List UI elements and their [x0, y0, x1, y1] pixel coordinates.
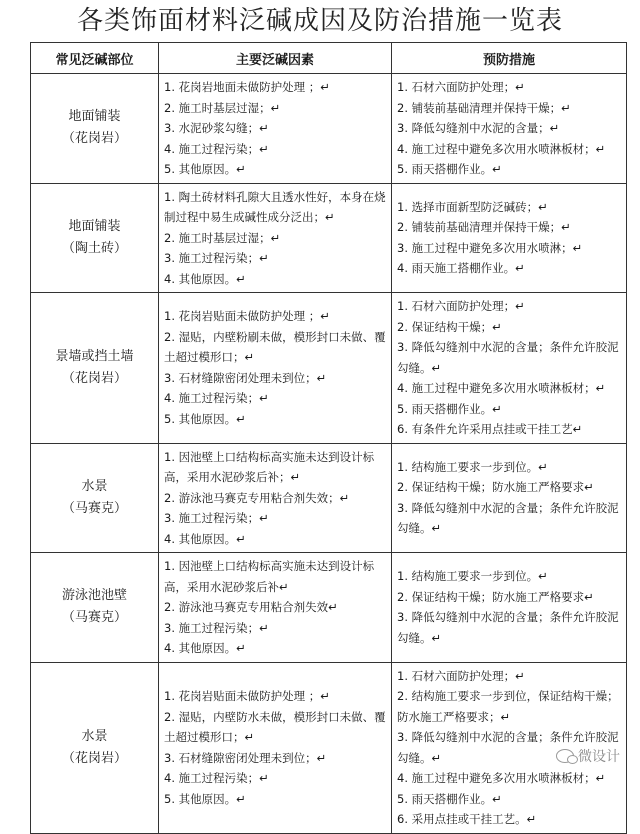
header-measure: 预防措施: [392, 43, 627, 74]
cause-item: 5. 其他原因。↵: [164, 411, 246, 426]
cause-item: 1. 花岗岩地面未做防护处理 ；↵: [164, 80, 330, 94]
location-line: （花岗岩）: [61, 370, 127, 386]
cause-item: 4. 其他原因。↵: [164, 531, 246, 546]
measure-item: 5. 雨天搭棚作业。↵: [397, 162, 502, 176]
table-row: [31, 553, 627, 663]
location-line: 景墙或挡土墙: [55, 348, 134, 364]
measure-item: 4. 雨天施工搭棚作业。↵: [397, 261, 525, 276]
measure-item: 6. 有条件允许采用点挂或干挂工艺↵: [397, 422, 583, 436]
cause-item: 2. 施工时基层过湿；↵: [164, 100, 281, 115]
cause-cell: [159, 293, 392, 444]
location-line: 水景: [81, 728, 108, 744]
table-row: [31, 293, 627, 444]
location-line: 地面铺装: [68, 218, 121, 234]
cause-item: 4. 其他原因。↵: [164, 641, 246, 655]
cause-item: 4. 其他原因。↵: [164, 271, 246, 286]
location-cell: [31, 183, 159, 293]
location-line: （花岗岩）: [61, 131, 127, 147]
cause-item: 3. 施工过程污染；↵: [164, 620, 269, 635]
measure-item: 1. 石材六面防护处理；↵: [397, 299, 525, 313]
cause-item: 1. 因池壁上口结构标高实施未达到设计标高，采用水泥砂浆后补；↵: [164, 449, 375, 484]
measure-item: 3. 施工过程中避免多次用水喷淋；↵: [397, 240, 583, 255]
header-cause: 主要泛碱因素: [159, 43, 392, 74]
cause-item: 4. 施工过程污染；↵: [164, 391, 269, 406]
cause-item: 1. 陶土砖材料孔隙大且透水性好，本身在烧制过程中易生成碱性成分泛出；↵: [164, 189, 386, 224]
cause-item: 4. 施工过程污染；↵: [164, 141, 269, 156]
table-row: [31, 443, 627, 553]
cause-item: 3. 水泥砂浆勾缝；↵: [164, 121, 269, 135]
measure-item: 1. 选择市面新型防泛碱砖；↵: [397, 199, 548, 214]
cause-item: 3. 石材缝隙密闭处理未到位；↵: [164, 750, 327, 765]
cause-item: 4. 施工过程污染；↵: [164, 771, 269, 785]
location-line: 游泳池池壁: [61, 588, 127, 604]
location-cell: [31, 553, 159, 663]
measure-item: 3. 降低勾缝剂中水泥的含量；条件允许胶泥勾缝。↵: [397, 340, 619, 375]
cause-cell: [159, 183, 392, 293]
measure-item: 1. 结构施工要求一步到位。↵: [397, 459, 548, 474]
location-line: （陶土砖）: [61, 240, 127, 256]
cause-cell: [159, 662, 392, 833]
measure-cell: [392, 293, 627, 444]
cause-item: 5. 其他原因。↵: [164, 791, 246, 806]
cause-item: 3. 施工过程污染；↵: [164, 511, 269, 525]
table-row: [31, 74, 627, 184]
cause-item: 2. 湿贴，内壁粉刷未做，模形封口未做、覆土超过模形口；↵: [164, 329, 386, 365]
cause-item: 2. 施工时基层过湿；↵: [164, 230, 281, 245]
location-line: （马赛克）: [61, 500, 127, 516]
measure-item: 2. 铺装前基础清理并保持干燥；↵: [397, 220, 571, 235]
measure-item: 3. 降低勾缝剂中水泥的含量；↵: [397, 121, 560, 135]
cause-item: 1. 花岗岩贴面未做防护处理 ；↵: [164, 309, 330, 324]
location-line: 地面铺装: [68, 109, 121, 125]
header-location: 常见泛碱部位: [31, 43, 159, 74]
location-cell: [31, 662, 159, 833]
location-line: （花岗岩）: [61, 750, 127, 766]
table-header-row: [31, 43, 627, 74]
watermark: [556, 746, 620, 766]
location-cell: [31, 443, 159, 553]
measure-item: 3. 降低勾缝剂中水泥的含量；条件允许胶泥勾缝。↵: [397, 730, 619, 765]
cause-item: 1. 花岗岩贴面未做防护处理 ；↵: [164, 689, 330, 703]
measure-item: 2. 保证结构干燥；防水施工严格要求↵: [397, 589, 594, 604]
location-cell: [31, 74, 159, 184]
location-cell: [31, 293, 159, 444]
location-line: （马赛克）: [61, 610, 127, 626]
measure-cell: [392, 74, 627, 184]
measure-item: 2. 保证结构干燥；防水施工严格要求↵: [397, 480, 594, 495]
measure-cell: [392, 183, 627, 293]
cause-item: 2. 湿贴，内壁防水未做，模形封口未做、覆土超过模形口；↵: [164, 709, 386, 744]
measure-item: 3. 降低勾缝剂中水泥的含量；条件允许胶泥勾缝。↵: [397, 610, 619, 645]
efflorescence-table: [30, 42, 627, 834]
measure-item: 5. 雨天搭棚作业。↵: [397, 401, 502, 416]
page-title: 各类饰面材料泛碱成因及防治措施一览表: [76, 6, 563, 36]
measure-item: 1. 结构施工要求一步到位。↵: [397, 569, 548, 584]
measure-item: 5. 雨天搭棚作业。↵: [397, 791, 502, 806]
cause-cell: [159, 74, 392, 184]
cause-cell: [159, 443, 392, 553]
measure-item: 4. 施工过程中避免多次用水喷淋板材；↵: [397, 141, 606, 156]
measure-item: 2. 结构施工要求一步到位，保证结构干燥；防水施工严格要求；↵: [397, 689, 619, 724]
measure-cell: [392, 443, 627, 553]
table-row: [31, 662, 627, 833]
measure-item: 2. 铺装前基础清理并保持干燥；↵: [397, 100, 571, 115]
cause-item: 5. 其他原因。↵: [164, 162, 246, 176]
cause-item: 3. 石材缝隙密闭处理未到位；↵: [164, 370, 327, 385]
measure-item: 6. 采用点挂或干挂工艺。↵: [397, 812, 537, 826]
measure-item: 4. 施工过程中避免多次用水喷淋板材；↵: [397, 771, 606, 785]
wechat-icon: [556, 749, 574, 763]
measure-item: 2. 保证结构干燥；↵: [397, 319, 502, 334]
table-row: [31, 183, 627, 293]
measure-item: 4. 施工过程中避免多次用水喷淋板材；↵: [397, 381, 606, 395]
cause-cell: [159, 553, 392, 663]
cause-item: 1. 因池壁上口结构标高实施未达到设计标高，采用水泥砂浆后补↵: [164, 559, 375, 594]
cause-item: 2. 游泳池马赛克专用粘合剂失效；↵: [164, 490, 350, 505]
measure-item: 1. 石材六面防护处理；↵: [397, 80, 525, 94]
watermark-text: 微设计: [578, 749, 620, 765]
measure-item: 1. 石材六面防护处理；↵: [397, 668, 525, 683]
measure-cell: [392, 553, 627, 663]
cause-item: 3. 施工过程污染；↵: [164, 251, 269, 265]
cause-item: 2. 游泳池马赛克专用粘合剂失效↵: [164, 600, 338, 614]
measure-item: 3. 降低勾缝剂中水泥的含量；条件允许胶泥勾缝。↵: [397, 500, 619, 536]
location-line: 水景: [81, 478, 108, 494]
